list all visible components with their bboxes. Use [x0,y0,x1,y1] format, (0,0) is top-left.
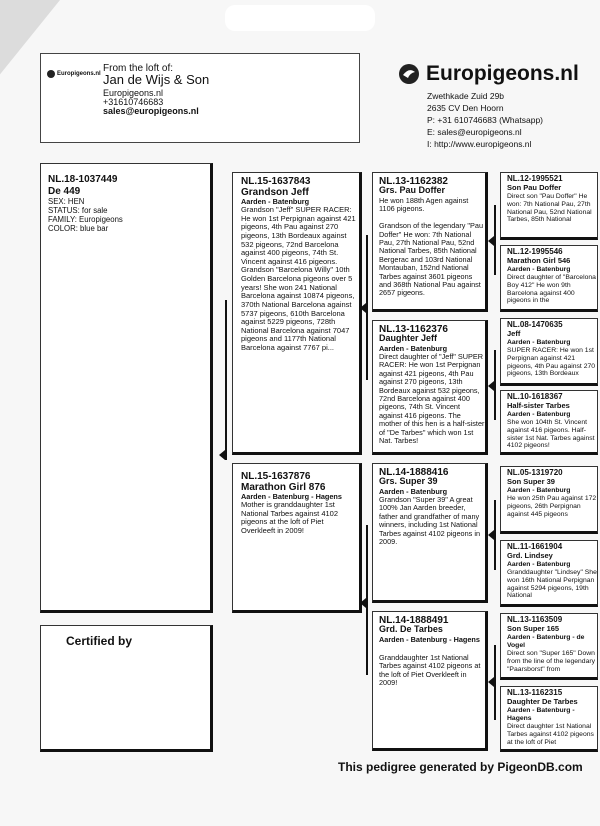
parent-line: Aarden - Batenburg - Hagens [241,493,342,501]
certified-label: Certified by [66,634,133,648]
connector-arrow-icon [488,530,494,540]
ggp-text: SUPER RACER: He won 1st Perpignan against 421 pigeons, 4th Pau against 270 pigeons, 13th Bordeaux [507,347,596,378]
connector-line [366,525,368,675]
subject-box [40,163,213,613]
loft-email: sales@europigeons.nl [103,106,199,116]
loft-phone: +31610746683 [103,97,164,107]
grandparent-line: Aarden - Batenburg [379,488,448,496]
address-web: I: http://www.europigeons.nl [427,139,532,149]
ggp-line: Aarden - Batenburg [507,266,571,273]
parent-line: Aarden - Batenburg [241,198,310,206]
redaction-blot [225,5,375,31]
grandparent-name: Grs. Super 39 [379,476,438,486]
great-grandparent-box [500,613,598,680]
grandparent-ring: NL.14-1888491 [379,615,449,626]
ggp-text: Direct daughter of "Barcelona Boy 412" He won 9th Barcelona against 400 pigeons in the [507,274,596,305]
ggp-name: Grd. Lindsey [507,551,553,560]
connector-line [494,645,496,720]
ggp-text: Granddaughter "Lindsey" She won 16th National Perpignan against 5294 pigeons, 19th National [507,569,597,600]
address-street: Zwethkade Zuid 29b [427,91,505,101]
ggp-name: Son Pau Doffer [507,183,562,192]
connector-line [366,235,368,380]
ggp-line: Aarden - Batenburg [507,487,571,494]
subject-status: STATUS: for sale [48,207,108,215]
great-grandparent-box [500,318,598,386]
pigeon-brand-icon [398,63,420,85]
subject-family: FAMILY: Europigeons [48,216,123,224]
parent-box [232,172,362,455]
great-grandparent-box [500,245,598,312]
connector-line [494,350,496,420]
ggp-line: Aarden - Batenburg - Hagens [507,707,575,722]
ggp-name: Marathon Girl 546 [507,256,571,265]
grandparent-box [372,463,488,603]
great-grandparent-box [500,466,598,534]
parent-ring: NL.15-1637876 [241,471,311,482]
grandparent-ring: NL.14-1888416 [379,467,449,478]
ggp-text: Direct daughter 1st National Tarbes against 4102 pigeons at the loft of Piet [507,723,594,746]
grandparent-name: Grd. De Tarbes [379,624,443,634]
grandparent-text: He won 188th Agen against 1106 pigeons. Grandson of the legendary "Pau Doffer" He won: 7th National Pau, 27th National Pau, 52nd National Tarbes, 85th National Bergerac and 103rd National Montauban, 152nd National Tarbes against 3601 pigeons and 368th National Pau against 2657 pigeons. [379,197,484,298]
ggp-text: She won 104th St. Vincent against 416 pigeons. Half-sister 1st Nat. Tarbes against 4102 pigeons! [507,419,595,450]
grandparent-text: Grandson "Super 39" A great 100% Jan Aarden breeder, father and grandfather of many winners, including 1st National Tarbes against 4102 pigeons in 2009. [379,496,481,546]
ggp-ring: NL.12-1995546 [507,247,563,256]
parent-text: Grandson "Jeff" SUPER RACER: He won 1st Perpignan against 421 pigeons, 4th Pau against 270 pigeons, 13th Bordeaux against 532 pigeons, 72nd Barcelona against 400 pigeons, 74th St. Vincent against 416 pigeons. Grandson "Barcelona Willy" 10th Golden Barcelona pigeons over 5 years! She won 241 National Barcelona against 10874 pigeons, 370th National Barcelona against 5737 pigeons, 610th Barcelona against 5229 pigeons, 728th National Barcelona against 7047 pigeons and 1177th National Barcelona against 7767 pi... [241,206,356,352]
great-grandparent-box [500,686,598,752]
ggp-name: Jeff [507,329,521,338]
subject-color: COLOR: blue bar [48,225,109,233]
ggp-ring: NL.13-1162315 [507,688,563,697]
ggp-ring: NL.11-1661904 [507,542,563,551]
ggp-text: He won 25th Pau against 172 pigeons, 26th Perpignan against 445 pigeons [507,495,597,518]
address-phone: P: +31 610746683 (Whatsapp) [427,115,544,125]
connector-arrow-icon [488,381,494,391]
parent-name: Marathon Girl 876 [241,482,326,493]
connector-arrow-icon [219,450,225,460]
ggp-name: Daughter De Tarbes [507,697,578,706]
loft-header [40,53,360,143]
brand-logo [398,62,579,86]
ggp-name: Son Super 165 [507,624,560,633]
ggp-line: Aarden - Batenburg [507,411,571,418]
ggp-line: Aarden - Batenburg [507,339,571,346]
loft-label: From the loft of: [103,63,174,74]
grandparent-box [372,172,488,312]
small-logo-text: Europigeons.nl [57,71,101,77]
connector-arrow-icon [360,303,366,313]
grandparent-box [372,320,488,455]
great-grandparent-box [500,540,598,607]
ggp-ring: NL.12-1995521 [507,174,563,183]
address-city: 2635 CV Den Hoorn [427,103,504,113]
connector-arrow-icon [488,677,494,687]
grandparent-text: Direct daughter of "Jeff" SUPER RACER: He won 1st Perpignan against 421 pigeons, 4th Pau against 270 pigeons, 13th Bordeaux against 532 pigeons, 72nd Barcelona against 400 pigeons, 74th St. Vincent against 416 pigeons. The mother of this hen is a half-sister of "De Tarbes" which won 1st Nat. Tarbes! [379,353,485,445]
grandparent-ring: NL.13-1162382 [379,176,448,187]
footer-credit: This pedigree generated by PigeonDB.com [338,760,583,774]
ggp-text: Direct son "Super 165" Down from the line of the legendary "Paarsborst" from [507,650,596,673]
parent-text: Mother is granddaughter 1st National Tarbes against 4102 pigeons at the loft of Piet Overkleeft in 2009! [241,501,339,535]
loft-website: Europigeons.nl [103,88,164,98]
connector-line [494,500,496,570]
parent-box [232,463,362,613]
ggp-text: Direct son "Pau Doffer" He won: 7th National Pau, 27th National Pau, 52nd National Tarbes, 85th National [507,193,592,224]
connector-arrow-icon [360,598,366,608]
ggp-name: Son Super 39 [507,477,555,486]
connector-arrow-icon [488,236,494,246]
subject-sex: SEX: HEN [48,198,85,206]
grandparent-ring: NL.13-1162376 [379,324,448,335]
parent-ring: NL.15-1637843 [241,176,311,187]
ggp-line: Aarden - Batenburg [507,561,571,568]
subject-ring: NL.18-1037449 [48,174,118,185]
great-grandparent-box [500,172,598,240]
pigeon-logo-icon [47,70,55,78]
ggp-name: Half-sister Tarbes [507,401,570,410]
breeder-name: Jan de Wijs & Son [103,72,210,87]
ggp-ring: NL.08-1470635 [507,320,563,329]
grandparent-text: Granddaughter 1st National Tarbes against 4102 pigeons at the loft of Piet Overkleeft in 2009! [379,654,481,688]
address-email: E: sales@europigeons.nl [427,127,522,137]
small-logo [47,70,101,78]
brand-name: Europigeons.nl [426,62,579,85]
connector-line [494,205,496,275]
great-grandparent-box [500,390,598,455]
ggp-ring: NL.05-1319720 [507,468,563,477]
subject-name: De 449 [48,186,81,197]
parent-name: Grandson Jeff [241,187,309,198]
connector-line [225,300,227,460]
ggp-ring: NL.13-1163509 [507,615,563,624]
ggp-line: Aarden - Batenburg - de Vogel [507,634,585,649]
grandparent-name: Grs. Pau Doffer [379,185,446,195]
grandparent-box [372,611,488,751]
grandparent-name: Daughter Jeff [379,333,438,343]
grandparent-line: Aarden - Batenburg [379,345,448,353]
ggp-ring: NL.10-1618367 [507,392,563,401]
grandparent-line: Aarden - Batenburg - Hagens [379,636,480,644]
